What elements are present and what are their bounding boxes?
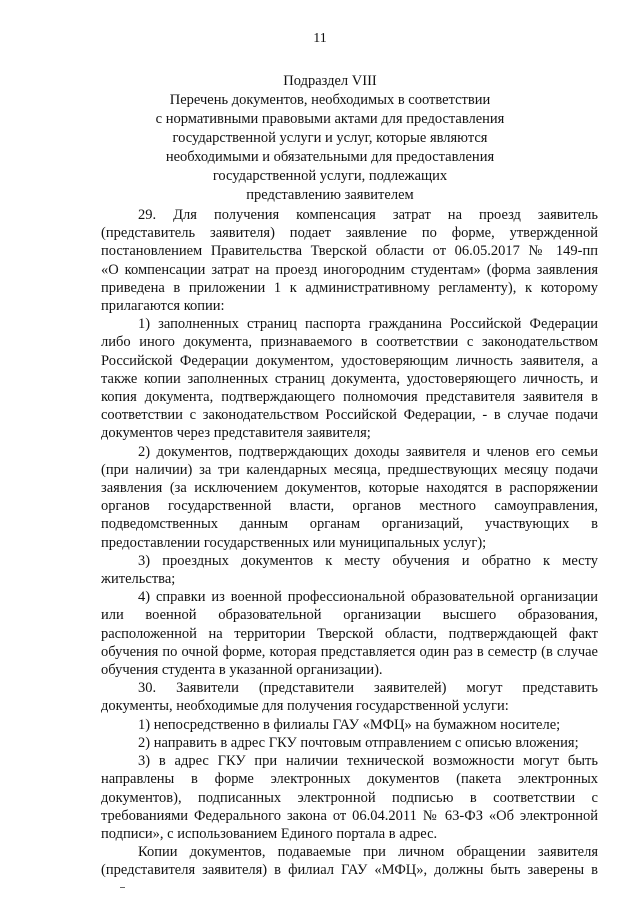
text-line: (представитель заявителя) подает заявление по форме, утвержденной: [101, 225, 598, 242]
text-line: заявления (за исключением документов, которые находятся в распоряжении: [101, 480, 598, 497]
text-line: 1) заполненных страниц паспорта гражданина Российской Федерации: [138, 316, 598, 333]
text-line: предоставлении государственных или муниципальных услуг);: [101, 534, 487, 551]
heading-line: государственной услуги и услуг, которые являются: [172, 130, 488, 146]
text-line: 30. Заявители (представители заявителей) могут представить: [138, 680, 598, 697]
heading-line: необходимыми и обязательными для предоставления: [165, 149, 495, 165]
page-number: 11: [313, 31, 327, 46]
body-text: [101, 206, 598, 880]
text-line: либо иного документа, признаваемого в соответствии с законодательством: [101, 334, 598, 351]
text-line: копия документа, подтверждающего полномочия представителя заявителя в: [101, 389, 598, 406]
text-line: 1) непосредственно в филиалы ГАУ «МФЦ» на бумажном носителе;: [138, 716, 561, 733]
text-line: (представителя заявителя) в филиал ГАУ «МФЦ», должны быть заверены в: [101, 862, 598, 879]
text-line: (при наличии) за три календарных месяца, предшествующих месяцу подачи: [101, 461, 598, 478]
text-line: документов через представителя заявителя;: [101, 425, 371, 442]
text-line: или военной образовательной организации высшего образования,: [101, 607, 598, 624]
text-line: требованиями Федерального закона от 06.04.2011 № 63-ФЗ «Об электронной: [101, 807, 598, 824]
text-line: 3) в адрес ГКУ при наличии технической возможности могут быть: [138, 753, 598, 770]
text-line: прилагаются копии:: [101, 298, 225, 315]
heading-line: представлению заявителем: [246, 187, 414, 203]
section-heading: [90, 72, 570, 205]
text-line: жительства;: [101, 571, 176, 588]
text-line: обучения по очной форме, которая представляется один раз в семестр (в случае: [101, 643, 598, 660]
text-line: постановлением Правительства Тверской области от 06.05.2017 № 149-пп: [101, 243, 598, 260]
text-line: приведена в приложении 1 к административному регламенту), к которому: [101, 279, 598, 296]
heading-line: государственной услуги, подлежащих: [212, 168, 448, 184]
text-line: 29. Для получения компенсация затрат на проезд заявитель: [138, 207, 598, 223]
text-line: расположенной на территории Тверской области, подтверждающей факт: [101, 625, 598, 642]
text-line: 2) направить в адрес ГКУ почтовым отправлением с описью вложения;: [138, 734, 579, 751]
text-line: 3) проездных документов к месту обучения и обратно к месту: [138, 552, 598, 569]
text-line: обучения студента в указанной организации).: [101, 662, 383, 679]
heading-line: с нормативными правовыми актами для предоставления: [155, 111, 505, 127]
text-line: Российской Федерации документом, удостоверяющим личность заявителя, а: [101, 352, 598, 369]
text-line: документы, необходимые для получения государственной услуги:: [101, 698, 509, 715]
text-line: 2) документов, подтверждающих доходы заявителя и членов его семьи: [138, 443, 598, 460]
heading-line: Перечень документов, необходимых в соответствии: [169, 92, 491, 108]
text-line: 4) справки из военной профессиональной образовательной организации: [138, 589, 598, 606]
text-line: также копии заполненных страниц документа, удостоверяющего личность, и: [101, 370, 598, 387]
text-line: направлены в форме электронных документов (пакета электронных: [101, 771, 598, 788]
heading-line: Подраздел VIII: [283, 73, 377, 89]
text-line: соответствии с законодательством Российской Федерации, - в случае подачи: [101, 407, 598, 424]
text-line: органов государственной власти, органов местного самоуправления,: [101, 498, 598, 515]
text-line: подведомственных данным органам организаций, участвующих в: [101, 516, 598, 533]
scan-artifact: [120, 887, 125, 888]
text-line: документов), подписанных электронной подписью в соответствии с: [101, 789, 598, 806]
text-line: «О компенсации затрат на проезд иногородним студентам» (форма заявления: [101, 261, 598, 278]
text-line: Копии документов, подаваемые при личном обращении заявителя: [138, 844, 598, 861]
text-line: подписи», с использованием Единого портала в адрес.: [101, 825, 438, 842]
